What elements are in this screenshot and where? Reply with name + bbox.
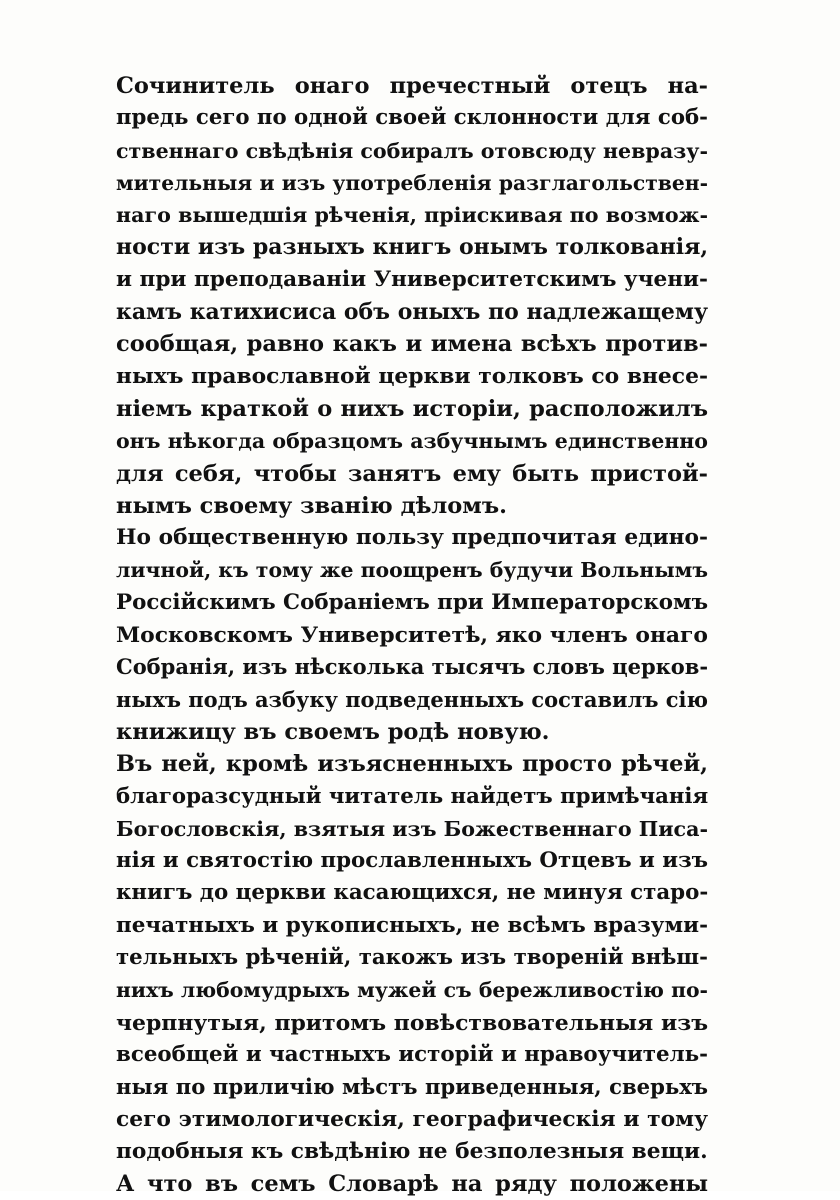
text-line: ности изъ разныхъ книгъ онымъ толкованія, — [116, 234, 708, 261]
text-line: нія и святостію прославленныхъ Отцевъ и изъ — [116, 848, 708, 874]
text-line: предь сего по одной своей склонности для соб- — [116, 105, 708, 131]
text-line: и при преподаваніи Университетскимъ учени- — [116, 266, 708, 292]
text-line: ныхъ православной церкви толковъ со внесе- — [116, 363, 708, 389]
text-line: Россійскимъ Собраніемъ при Императорскомъ — [116, 589, 708, 615]
text-line: ныя по приличію мѣстъ приведенныя, сверьхъ — [116, 1074, 708, 1100]
text-line: А что въ семъ Словарѣ на ряду положены — [116, 1171, 708, 1198]
text-line: тельныхъ рѣченій, такожъ изъ твореній внѣш- — [116, 945, 708, 971]
text-line: книгъ до церкви касающихся, не минуя старо- — [116, 880, 709, 906]
text-line: Собранія, изъ нѣсколька тысячъ словъ церков- — [116, 654, 709, 680]
text-line: подобныя къ свѣдѣнію не безполезныя вещи. — [116, 1138, 708, 1164]
text-line: мительныя и изъ употребленія разглагольствен- — [116, 170, 708, 195]
text-line: нымъ своему званію дѣломъ. — [116, 492, 507, 519]
text-line: ныхъ подъ азбуку подведенныхъ составилъ сію — [116, 686, 708, 712]
text-line: печатныхъ и рукописныхъ, не всѣмъ вразуми- — [116, 912, 708, 938]
text-line: онъ нѣкогда образцомъ азбучнымъ единственно — [116, 429, 708, 454]
text-line: для себя, чтобы занятъ ему быть пристой- — [116, 460, 708, 487]
text-line: наго вышедшія рѣченія, пріискивая по возмож- — [116, 203, 708, 228]
text-line: камъ катихисиса объ оныхъ по надлежащему — [116, 299, 708, 326]
text-line: ніемъ краткой о нихъ исторіи, расположилъ — [116, 395, 708, 422]
text-line: сообщая, равно какъ и имена всѣхъ против- — [116, 331, 708, 358]
body-text — [116, 70, 708, 1200]
text-line: всеобщей и частныхъ исторій и нравоучитель- — [116, 1041, 708, 1067]
text-line: Богословскія, взятыя изъ Божественнаго Писа- — [116, 816, 708, 841]
text-line: нихъ любомудрыхъ мужей съ бережливостію по- — [116, 978, 708, 1003]
text-line: Въ ней, кромѣ изъясненныхъ просто рѣчей, — [116, 751, 708, 778]
text-line: Московскомъ Университетѣ, яко членъ онаго — [116, 622, 708, 649]
text-line: благоразсудный читатель найдетъ примѣчанія — [116, 783, 709, 809]
text-line: личной, къ тому же поощренъ будучи Вольнымъ — [116, 558, 708, 583]
text-line: ственнаго свѣдѣнія собиралъ отовсюду невразу- — [116, 138, 708, 163]
text-line: Сочинитель онаго пречестный отецъ на- — [116, 73, 708, 99]
text-line: сего этимологическія, географическія и тому — [116, 1106, 708, 1132]
text-line: черпнутыя, притомъ повѣствовательныя изъ — [116, 1009, 708, 1036]
text-line: Но общественную пользу предпочитая едино- — [116, 525, 708, 551]
text-line: книжицу въ своемъ родѣ новую. — [116, 718, 550, 745]
